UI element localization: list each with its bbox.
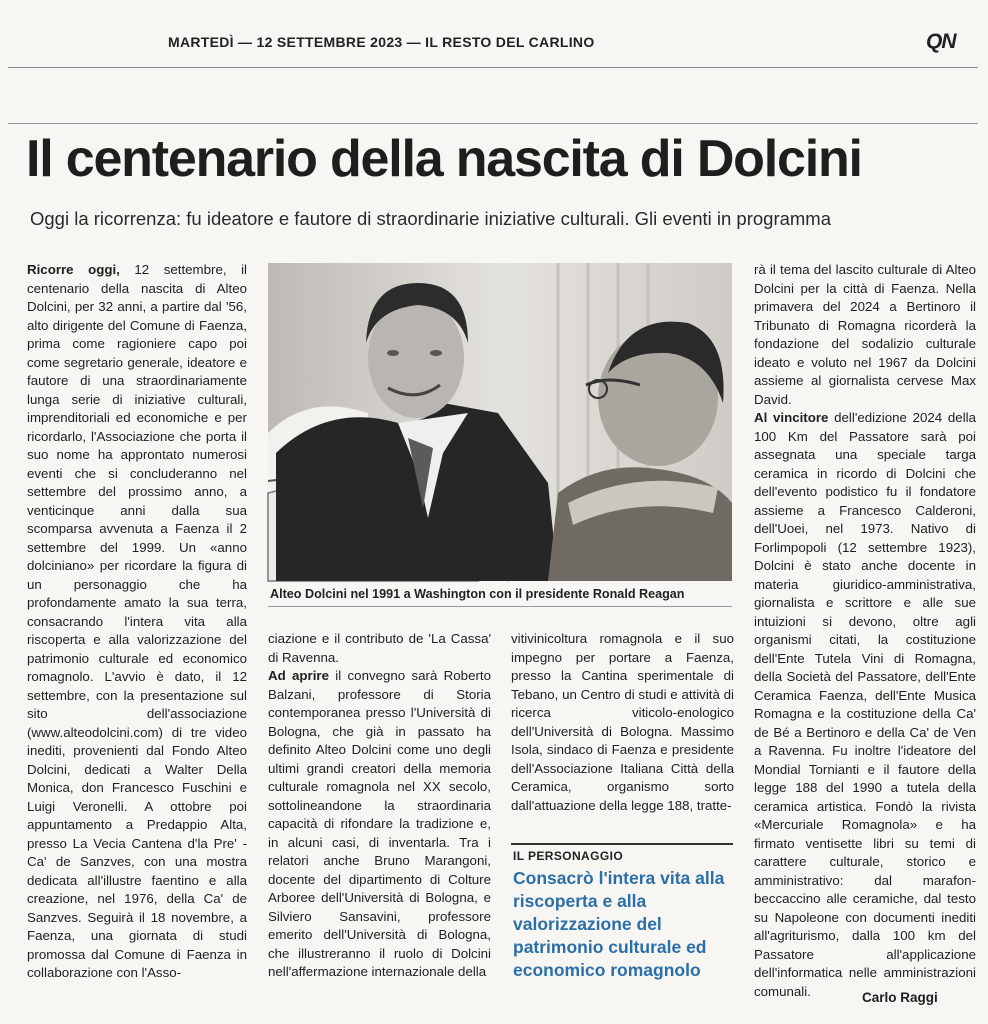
column-2-opening: ciazione e il contributo de 'La Cassa' di Ravenna. <box>268 631 491 665</box>
dateline: MARTEDÌ — 12 SETTEMBRE 2023 — IL RESTO DEL CARLINO <box>168 34 595 50</box>
lead-in-ad-aprire: Ad aprire <box>268 668 329 683</box>
column-4-text: dell'edizione 2024 della 100 Km del Passatore sarà poi assegnata una speciale targa ceramica in ricordo di Dolcini che dell'evento podistico fu il fondatore assieme a Francesco Calderoni, dell'Uoei, nel 1973. Nativo di Forlimpopoli (12 settembre 1923), Dolcini è stato anche docente in materia giuridico-amministrativa, giornalista e scrittore e alle sue intuizioni si devono, oltre agli organismi citati, la costituzione dell'Ente Tutela Vini di Romagna, della Società del Passatore, dell'Ente Ceramica Faenza, dell'Ente Musica Romagna e la costituzione della Ca' de Bé a Bertinoro e della Ca' de Ven a Ravenna. Fu inoltre l'ideatore del Mondial Tornianti e il fautore della legge 188 del 1990 a tutela della ceramica artistica. Fondò la rivista «Mercuriale Romagnola» e ha firmato ventisette libri su temi di carattere culturale, storico e amministrativo: dal marafon-beccaccino alle ceramiche, dal testo su Napoleone con documenti inediti all'agriturismo, dalla 100 km del Passatore all'applicazione dell'informatica nelle amministrazioni comunali. <box>754 410 976 999</box>
article-photo <box>268 263 732 581</box>
qn-logo: QN <box>926 30 956 53</box>
column-1 <box>27 261 247 1021</box>
lead-in-ricorre: Ricorre oggi, <box>27 262 120 277</box>
column-4-opening: rà il tema del lascito culturale di Alteo Dolcini per la città di Faenza. Nella primavera del 2024 a Bertinoro il Tribunato di Romagna ricorderà la fondazione del sodalizio culturale ideato e voluto nel 1967 da Dolcini assieme al giornalista cervese Max David. <box>754 262 976 407</box>
column-1-text: 12 settembre, il centenario della nascita di Alteo Dolcini, per 32 anni, a partire dal '56, alto dirigente del Comune di Faenza, prima come ragioniere capo poi come segretario generale, ideatore e fautore di una straordinariamente lunga serie di iniziative culturali, imprenditoriali ed economiche e per ricordarlo, l'Associazione che porta il suo nome ha approntato numerosi eventi che si concluderanno nel settembre del prossimo anno, a venticinque anni dalla sua scomparsa avvenuta a Faenza il 2 settembre del 1999. Un «anno dolciniano» per ricordare la figura di un personaggio che ha profondamente amato la sua terra, consacrando l'intera vita alla riscoperta e alla valorizzazione del patrimonio culturale ed economico romagnolo. L'avvio è dato, il 12 settembre, con la presentazione sul sito dell'associazione (www.alteodolcini.com) di tre video inediti, provenienti dal Fondo Alteo Dolcini, dedicati a Walter Della Monica, don Francesco Fuschini e Luigi Veronelli. A ottobre poi appuntamento a Predappio Alta, presso La Vecia Cantena d'la Pre' - Ca' de Sanzves, con una mostra dedicata all'illustre faentino e alla creazione, nel 1976, della Ca' de Sanzves. Seguirà il 18 novembre, a Faenza, una giornata di studi promossa dal Comune di Faenza in collaborazione con l'Asso- <box>27 262 247 980</box>
photo-reagan-dolcini <box>268 263 732 581</box>
column-3 <box>511 630 734 830</box>
article-headline: Il centenario della nascita di Dolcini <box>26 130 862 188</box>
photo-caption: Alteo Dolcini nel 1991 a Washington con il presidente Ronald Reagan <box>270 587 685 601</box>
column-2-text: il convegno sarà Roberto Balzani, professore di Storia contemporanea presso l'Università di Bologna, che già in passato ha definito Alteo Dolcini come uno degli ultimi grandi creatori della memoria culturale romagnola nel XX secolo, sottolineandone la straordinaria capacità di rifondare la tradizione e, in alcuni casi, di inventarla. Tra i relatori anche Bruno Marangoni, docente del dipartimento di Colture Arboree dell'Università di Bologna, e Silviero Sansavini, professore emerito dell'Università di Bologna, che illustreranno il ruolo di Dolcini nell'affermazione internazionale della <box>268 668 491 979</box>
lead-in-al-vincitore: Al vincitore <box>754 410 829 425</box>
column-2 <box>268 630 491 1020</box>
caption-rule <box>268 606 732 607</box>
headline-rule <box>8 123 978 124</box>
sidebar-rule <box>511 843 733 845</box>
masthead-rule <box>8 67 978 68</box>
column-3-text: vitivinicoltura romagnola e il suo impegno per portare a Faenza, presso la Cantina sperimentale di Tebano, un Centro di studi e attività di ricerca viticolo-enologico dell'Università di Bologna. Massimo Isola, sindaco di Faenza e presidente dell'Associazione Italiana Città della Ceramica, organismo sorto dall'attuazione della legge 188, tratte- <box>511 631 734 813</box>
sidebar-label: IL PERSONAGGIO <box>513 849 624 863</box>
masthead <box>0 30 988 58</box>
sidebar-quote: Consacrò l'intera vita alla riscoperta e alla valorizzazione del patrimonio culturale ed economico romagnolo <box>513 868 725 980</box>
author-byline: Carlo Raggi <box>862 990 938 1005</box>
article-subhead: Oggi la ricorrenza: fu ideatore e fautore di straordinarie iniziative culturali. Gli eventi in programma <box>30 208 832 229</box>
